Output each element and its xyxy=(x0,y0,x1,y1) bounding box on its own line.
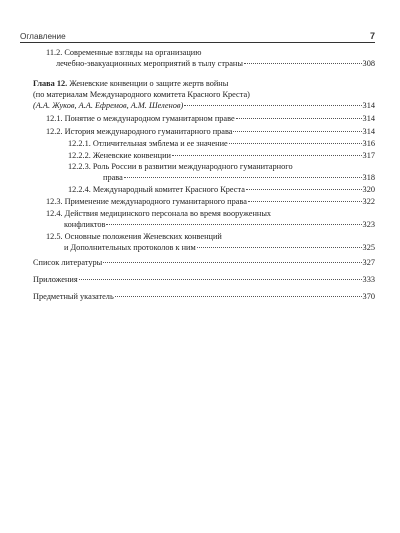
toc-chapter-12[interactable] xyxy=(33,78,375,111)
toc-entry-text: 12.2.1. Отличительная эмблема и ее значение xyxy=(68,139,228,148)
toc-entry-12-3[interactable] xyxy=(46,196,375,207)
toc-entry-text: 12.5. Основные положения Женевских конвенций xyxy=(46,232,222,241)
toc-page-number: 314 xyxy=(362,101,375,110)
toc-entry-text: Список литературы xyxy=(33,258,103,267)
leader-dots xyxy=(229,143,362,144)
toc-page-number: 317 xyxy=(362,151,375,160)
page-number: 7 xyxy=(369,31,375,41)
leader-dots xyxy=(184,105,361,106)
toc-page-number: 370 xyxy=(362,292,375,301)
toc-entry-12-2[interactable] xyxy=(46,126,375,137)
toc-entry-12-4[interactable] xyxy=(46,208,375,230)
leader-dots xyxy=(172,155,362,156)
toc-page-number: 314 xyxy=(362,127,375,136)
toc-entry-text: 12.4. Действия медицинского персонала во время вооруженных xyxy=(46,209,272,218)
toc-entry-12-2-3[interactable] xyxy=(68,161,375,183)
chapter-subtitle: (по материалам Международного комитета Красного Креста) xyxy=(33,90,250,99)
toc-entry-text: 12.2.2. Женевские конвенции xyxy=(68,151,171,160)
leader-dots xyxy=(197,247,362,248)
toc-entry-text: конфликтов xyxy=(64,220,106,229)
toc-entry-12-1[interactable] xyxy=(46,113,375,124)
chapter-authors: (А.А. Жуков, А.А. Ефремов, А.М. Шеленов) xyxy=(33,101,184,110)
toc-page-number: 323 xyxy=(362,220,375,229)
toc-page-number: 318 xyxy=(362,173,375,182)
toc-entry-text: лечебно-эвакуационных мероприятий в тылу страны xyxy=(56,59,243,68)
leader-dots xyxy=(103,262,361,263)
running-head xyxy=(20,31,375,41)
toc-entry-text: права xyxy=(103,173,123,182)
leader-dots xyxy=(106,224,361,225)
toc-page-number: 327 xyxy=(362,258,375,267)
toc-entry-12-2-2[interactable] xyxy=(68,150,375,161)
chapter-label: Глава 12. xyxy=(33,79,68,88)
header-rule xyxy=(20,42,375,43)
leader-dots xyxy=(233,131,361,132)
toc-entry-text: и Дополнительных протоколов к ним xyxy=(64,243,196,252)
toc-page-number: 333 xyxy=(362,275,375,284)
leader-dots xyxy=(124,177,362,178)
toc-page-number: 308 xyxy=(362,59,375,68)
toc-entry-text: 11.2. Современные взгляды на организацию xyxy=(46,48,202,57)
toc-entry-11-2[interactable] xyxy=(46,47,375,69)
toc-entry-12-5[interactable] xyxy=(46,231,375,253)
toc-page-number: 314 xyxy=(362,114,375,123)
toc-entry-subject-index[interactable] xyxy=(33,291,375,302)
toc-entry-text: 12.3. Применение международного гуманитарного права xyxy=(46,197,247,206)
toc-entry-text: Предметный указатель xyxy=(33,292,114,301)
toc-entry-text: 12.1. Понятие о международном гуманитарном праве xyxy=(46,114,235,123)
toc-entry-appendices[interactable] xyxy=(33,274,375,285)
leader-dots xyxy=(244,63,362,64)
chapter-title: Женевские конвенции о защите жертв войны xyxy=(69,79,229,88)
leader-dots xyxy=(236,118,362,119)
toc-entry-references[interactable] xyxy=(33,257,375,268)
leader-dots xyxy=(246,189,362,190)
toc-entry-12-2-4[interactable] xyxy=(68,184,375,195)
running-head-title: Оглавление xyxy=(20,32,66,41)
toc-page-number: 322 xyxy=(362,197,375,206)
chapter-title-line xyxy=(33,78,375,89)
toc-page-number: 325 xyxy=(362,243,375,252)
toc-entry-text: 12.2.4. Международный комитет Красного Креста xyxy=(68,185,245,194)
leader-dots xyxy=(115,296,362,297)
toc-entry-text: 12.2. История международного гуманитарного права xyxy=(46,127,233,136)
leader-dots xyxy=(79,279,362,280)
leader-dots xyxy=(248,201,362,202)
toc-entry-text: 12.2.3. Роль России в развитии международного гуманитарного xyxy=(68,162,293,171)
toc-entry-12-2-1[interactable] xyxy=(68,138,375,149)
toc-entry-text: Приложения xyxy=(33,275,78,284)
toc-page-number: 320 xyxy=(362,185,375,194)
toc-page-number: 316 xyxy=(362,139,375,148)
